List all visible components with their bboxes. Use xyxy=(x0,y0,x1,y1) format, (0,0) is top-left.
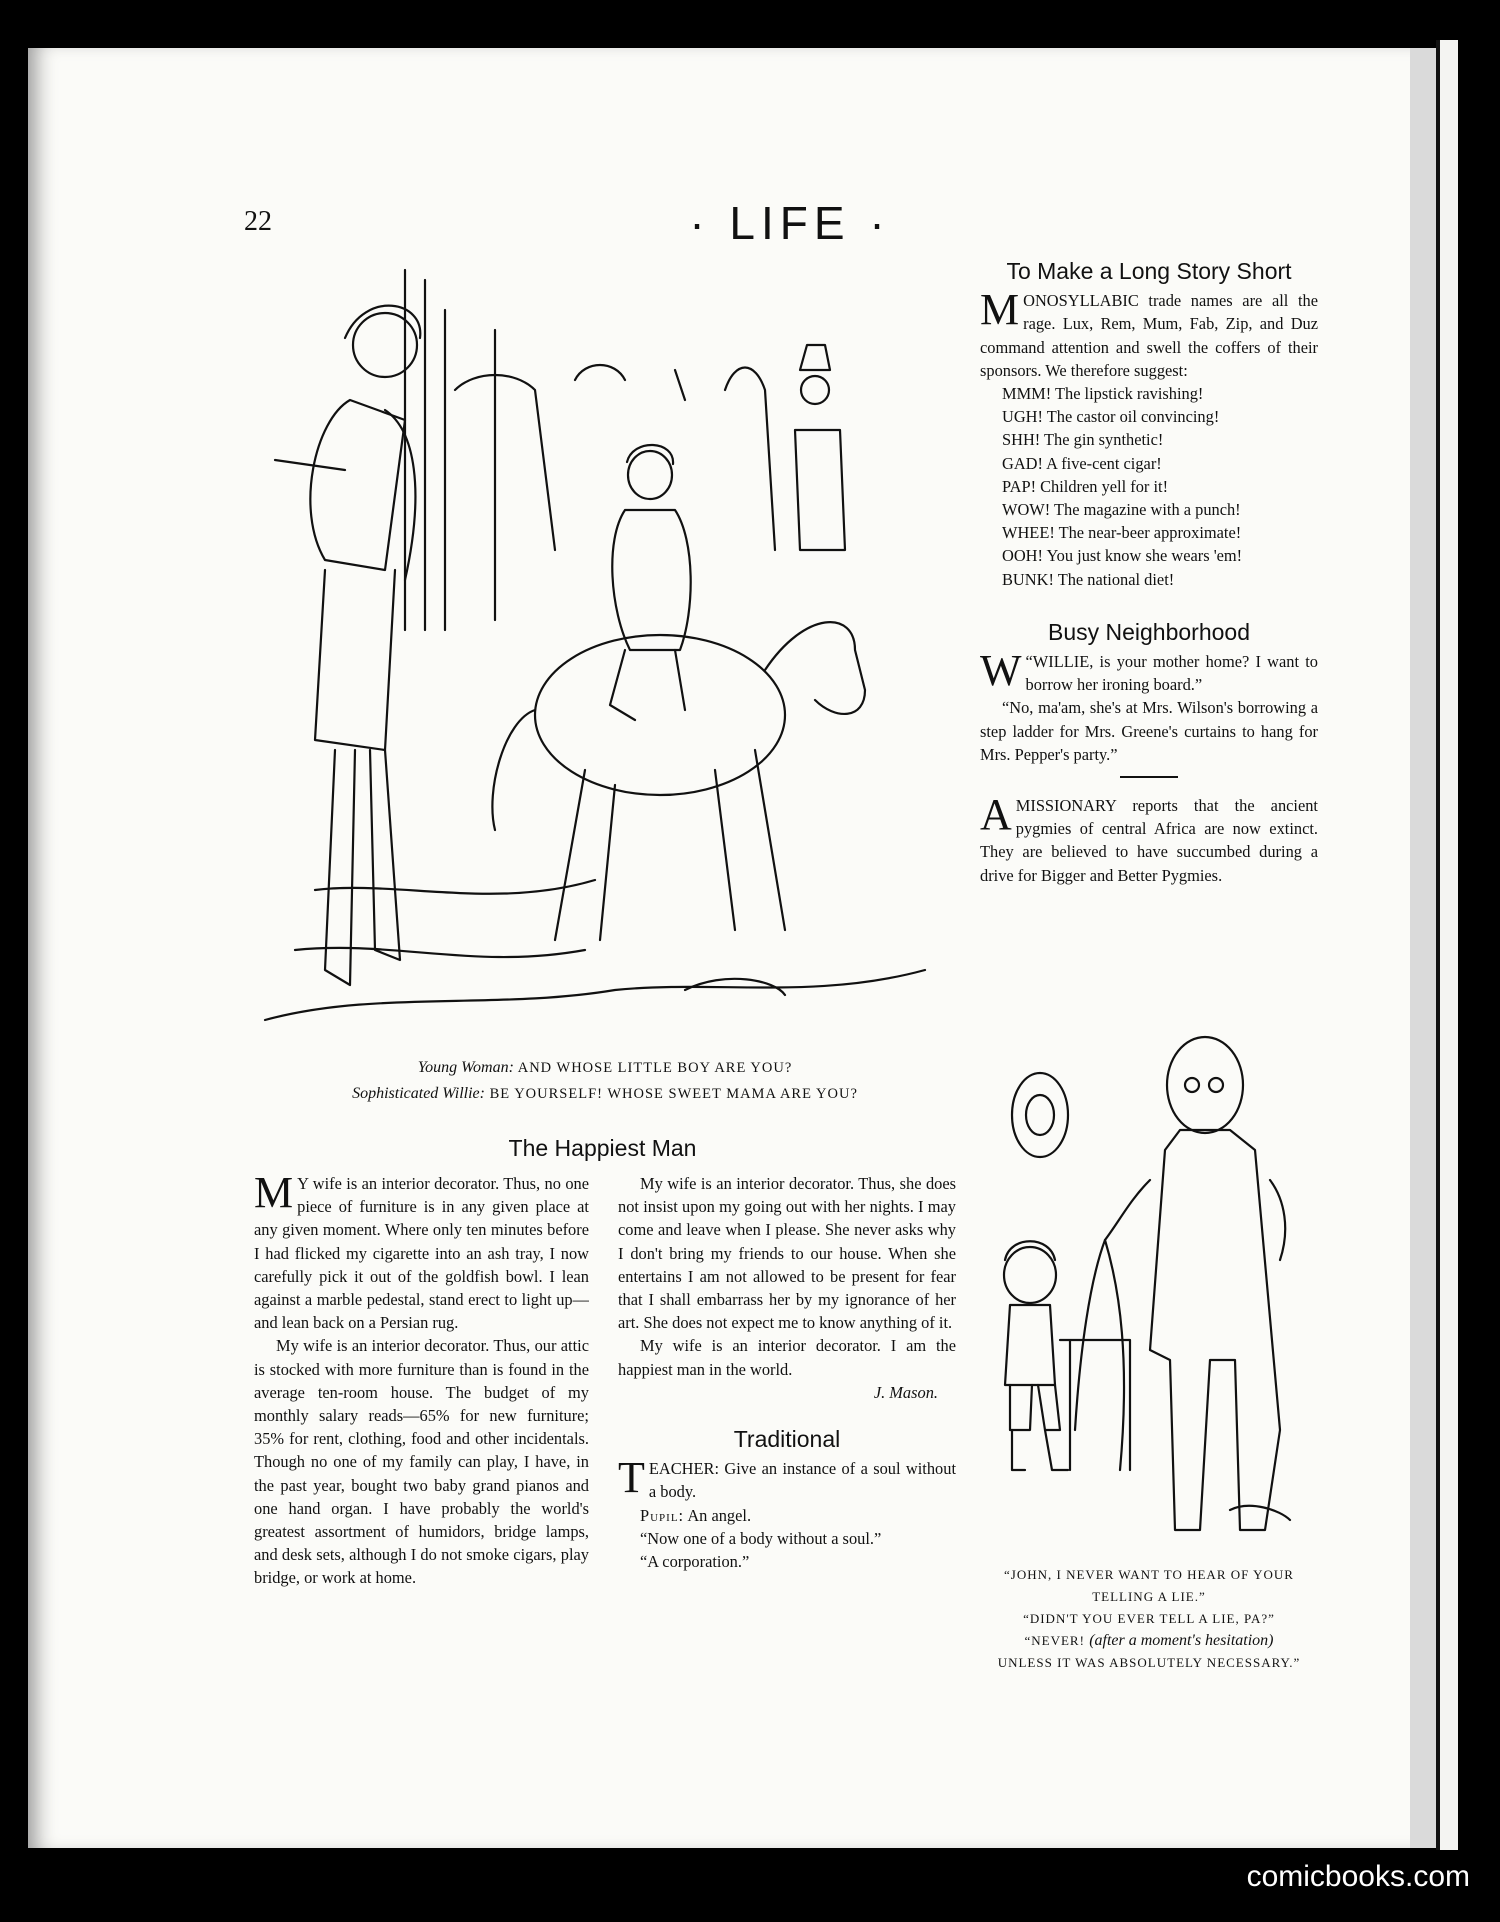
next-page-edge xyxy=(1436,40,1458,1850)
list-item: OOH! You just know she wears 'em! xyxy=(1002,546,1243,566)
suggestion-list xyxy=(980,382,1318,591)
happiest-man-column-2 xyxy=(618,1172,956,1573)
top-cartoon-caption xyxy=(265,1055,945,1107)
list-item: MMM! The lipstick ravishing! xyxy=(1002,384,1204,404)
horse-rider-illustration xyxy=(255,250,935,1040)
paragraph: “WILLIE, is your mother home? I want to borrow her ironing board.” xyxy=(1025,652,1318,695)
paragraph: MISSIONARY reports that the ancient pygmies of central Africa are now extinct. They are believed to have succumbed during a drive for Bigger and Better Pygmies. xyxy=(980,796,1318,885)
caption-speaker: Sophisticated Willie: xyxy=(352,1085,485,1102)
drop-cap: M xyxy=(980,285,1020,335)
paragraph: My wife is an interior decorator. Thus, she does not insist upon my going out with her nights. I may come and leave when I please. She never asks why I don't bring my friends to our house. When she entertains I am not allowed to be present for fear that I shall embarrass her by my ignorance of her art. She does not expect me to know anything of it. xyxy=(618,1174,956,1333)
long-story-article xyxy=(980,260,1318,887)
paragraph: My wife is an interior decorator. Thus, our attic is stocked with more furniture than is found in the average ten-room house. The budget of my monthly salary reads—65% for new furniture; 35% for rent, clothing, food and other incidentals. Though no one of my family can play, I have, in the past year, bought two baby grand pianos and one hand organ. I have probably the world's greatest assortment of humidors, bridge lamps, and desk sets, although I do not smoke cigars, play bridge, or work at home. xyxy=(254,1336,589,1588)
paragraph: Y wife is an interior decorator. Thus, no one piece of furniture is in any given place at any given moment. Where only ten minutes before I had flicked my cigarette into an ash tray, I now carefully pick it out of the goldfish bowl. I lean against a marble pedestal, stand erect to light up—and lean back on a Persian rug. xyxy=(254,1174,589,1333)
divider-rule xyxy=(1120,776,1178,778)
happiest-man-header xyxy=(250,1135,955,1168)
article-intro: ONOSYLLABIC trade names are all the rage. Lux, Rem, Mum, Fab, Zip, and Duz command attention and swell the coffers of their sponsors. We therefore suggest: xyxy=(980,291,1318,380)
drop-cap: M xyxy=(254,1172,294,1217)
caption-text: UNLESS IT WAS ABSOLUTELY NECESSARY.” xyxy=(997,1655,1301,1670)
caption-text: AND WHOSE LITTLE BOY ARE YOU? xyxy=(517,1060,793,1076)
bottom-cartoon-caption xyxy=(980,1564,1318,1674)
article-title: To Make a Long Story Short xyxy=(1006,258,1292,284)
father-son-illustration xyxy=(980,1030,1320,1550)
caption-text: BE YOURSELF! WHOSE SWEET MAMA ARE YOU? xyxy=(489,1086,858,1102)
drop-cap: T xyxy=(618,1453,645,1503)
paragraph: An angel. xyxy=(687,1505,752,1525)
list-item: PAP! Children yell for it! xyxy=(1002,476,1169,496)
page-number: 22 xyxy=(244,206,272,237)
drop-cap: A xyxy=(980,790,1012,840)
watermark: comicbooks.com xyxy=(1246,1860,1470,1893)
list-item: WOW! The magazine with a punch! xyxy=(1002,500,1241,520)
paragraph: My wife is an interior decorator. I am the happiest man in the world. xyxy=(618,1336,956,1379)
paragraph: “No, ma'am, she's at Mrs. Wilson's borrowing a step ladder for Mrs. Greene's curtains to hang for Mrs. Pepper's party.” xyxy=(980,698,1318,764)
list-item: GAD! A five-cent cigar! xyxy=(1002,453,1162,473)
list-item: WHEE! The near-beer approximate! xyxy=(1002,523,1242,543)
signature: J. Mason. xyxy=(873,1382,938,1402)
list-item: BUNK! The national diet! xyxy=(1002,569,1175,589)
happiest-man-column-1 xyxy=(254,1172,589,1684)
list-item: SHH! The gin synthetic! xyxy=(1002,430,1164,450)
list-item: UGH! The castor oil convincing! xyxy=(1002,407,1220,427)
caption-aside: (after a moment's hesitation) xyxy=(1089,1632,1274,1649)
page-gutter xyxy=(1410,48,1436,1848)
drop-cap: W xyxy=(980,646,1022,696)
masthead: · LIFE · xyxy=(689,197,891,249)
caption-text: “DIDN'T YOU EVER TELL A LIE, PA?” xyxy=(1023,1611,1275,1626)
article-title: The Happiest Man xyxy=(508,1135,697,1161)
caption-speaker: Young Woman: xyxy=(417,1059,514,1076)
article-title: Traditional xyxy=(733,1426,841,1453)
speaker-label: Pupil: xyxy=(640,1505,685,1525)
paragraph: “Now one of a body without a soul.” xyxy=(640,1528,882,1548)
paragraph: “A corporation.” xyxy=(640,1552,750,1572)
article-title: Busy Neighborhood xyxy=(1047,618,1251,645)
caption-text: “JOHN, I NEVER WANT TO HEAR OF YOUR TELLING A LIE.” xyxy=(1004,1567,1294,1604)
paragraph: EACHER: Give an instance of a soul without a body. xyxy=(648,1459,956,1502)
caption-text: “NEVER! xyxy=(1024,1633,1085,1648)
